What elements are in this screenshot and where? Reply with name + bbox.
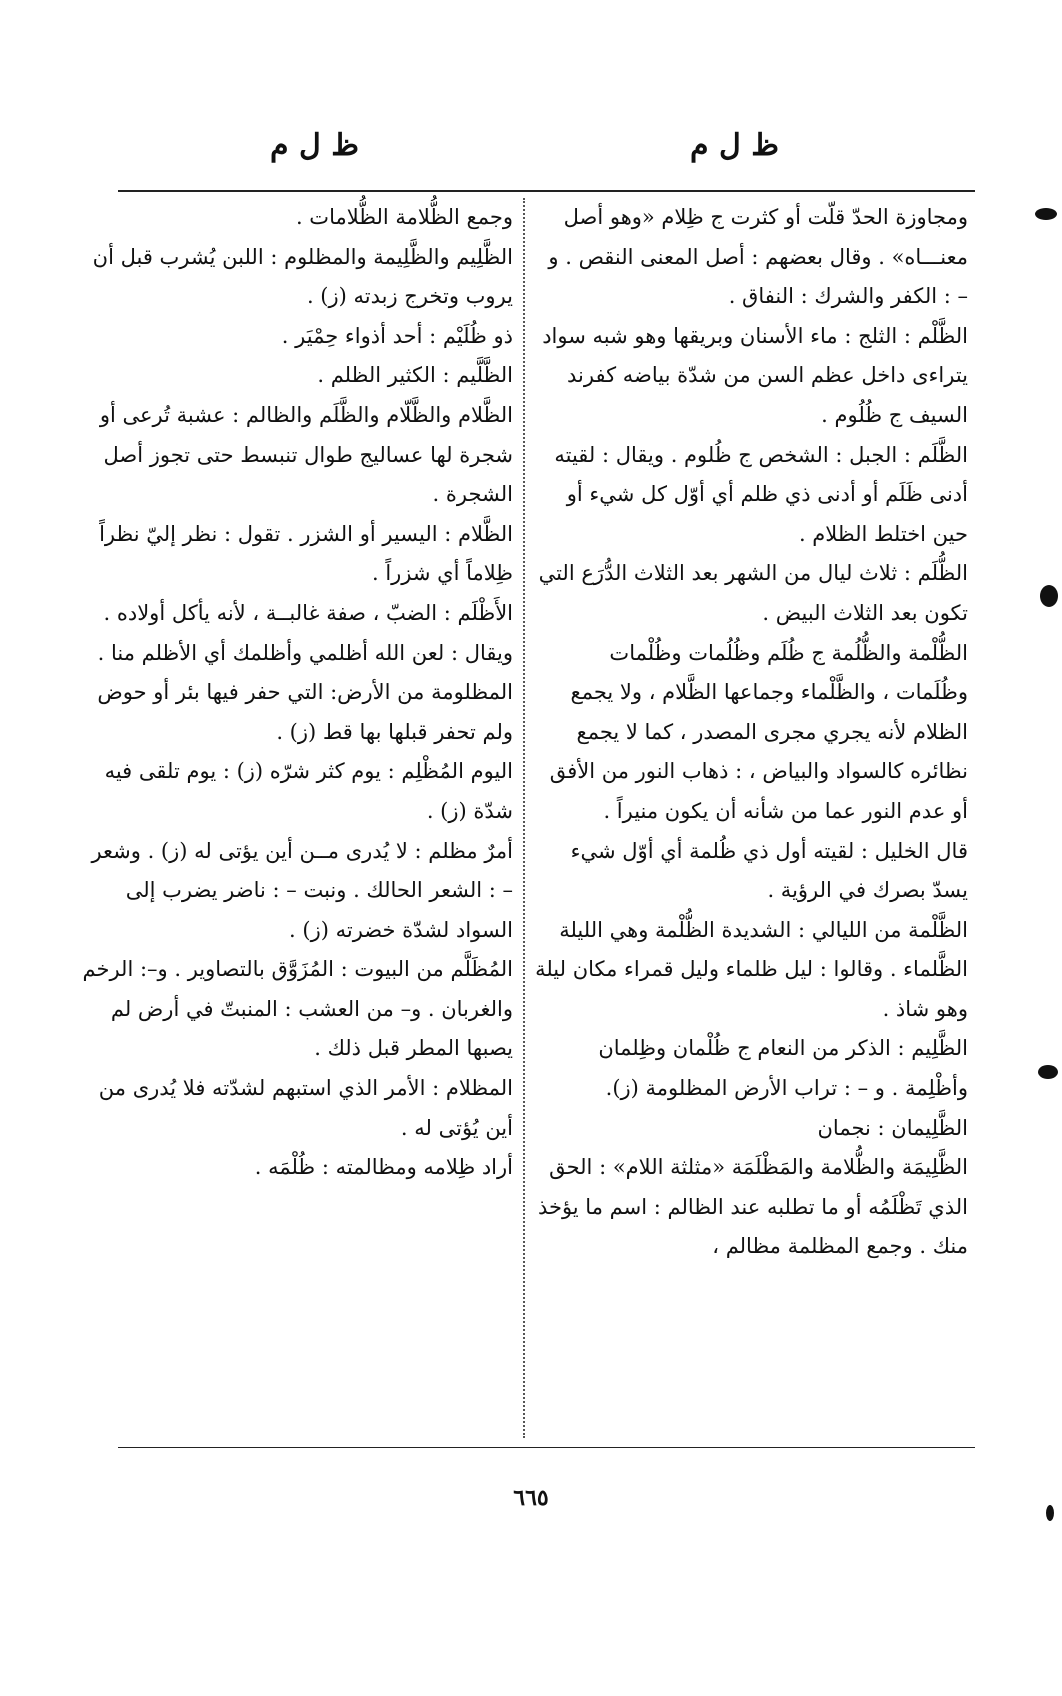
entry: ويقال : لعن الله أظلمي وأظلمك أي الأظلم منا . [97,640,513,665]
entry: الظَّلام والظَّلّام والظَّلَم والظالم : عشبة تُرعى أو شجرة لها عساليج طوال تنبسط حتى تجوز أصل الشجرة . [99,402,513,507]
right-column [535,198,968,1267]
entry: قال الخليل : لقيته أول ذي ظُلمة أي أوّل شيء يسدّ بصرك في الرؤية . [570,838,968,903]
entry: أمرٌ مظلم : لا يُدرى مــن أين يؤتى له (ز) . وشعر – : الشعر الحالك . ونبت – : ناضر يضرب إلى السواد لشدّة خضرته (ز) . [91,838,513,942]
header-root-letters-right: ظ ل م [690,128,780,163]
entry: أراد ظِلامه ومظالمته : ظُلْمَه . [254,1155,513,1180]
entry: الظَّلِيمان : نجمان [817,1115,968,1140]
column-divider [523,198,525,1438]
entry: الأَظْلَم : الضبّ ، صفة غالبــة ، لأنه يأكل أولاده . [103,600,513,625]
entry: ومجاوزة الحدّ قلّت أو كثرت ج ظِلام «وهو أصل معنـــاه» . وقال بعضهم : أصل المعنى النقص . و – : الكفر والشرك : النفاق . [548,205,968,309]
scan-blot-mark [1035,208,1057,220]
entry: المظلام : الأمر الذي استبهم لشدّته فلا يُدرى من أين يُؤتى له . [98,1076,513,1140]
entry: الظَّلْم : الثلج : ماء الأسنان وبريقها وهو شبه سواد يتراءى داخل عظم السن من شدّة بياضه كفرند السيف ج ظُلُوم . [542,323,968,427]
scan-blot-mark [1046,1505,1054,1521]
entry: الظَّلِيمَة والظُّلامة والمَظْلَمَة «مثلثة اللام» : الحق الذي تَظْلَمُه أو ما تطلبه عند الظالم : اسم ما يؤخذ منك . وجمع المظلمة مظالم ، [537,1155,968,1259]
entry: الظَّلْمة من الليالي : الشديدة الظُّلْمة وهي الليلة الظَّلماء . وقالوا : ليل ظلماء وليل قمراء مكان ليلة وهو شاذ . [535,917,968,1021]
entry: اليوم المُظْلِم : يوم كثر شرّه (ز) : يوم تلقى فيه شدّة (ز) . [104,759,513,823]
entry: الظُّلْمة والظُّلُمة ج ظُلَم وظُلُمات وظُلْمات وظُلَمات ، والظَّلْماء وجماعها الظَّلام ، ولا يجمع الظلام لأنه يجري مجرى المصدر ، كما لا يجمع نظائره كالسواد والبياض ، : ذهاب النور من الأفق أو عدم النور عما من شأنه أن يكون منيراً . [549,640,968,823]
entry: الظَّلِيم والظَّلِيمة والمظلوم : اللبن يُشرب قبل أن يروب وتخرج زبدته (ز) . [92,244,513,309]
header-root-letters-left: ظ ل م [270,128,360,163]
page-number: ٦٦٥ [513,1485,549,1511]
entry: المظلومة من الأرض: التي حفر فيها بئر أو حوض ولم تحفر قبلها بها قط (ز) . [97,680,513,744]
entry: وجمع الظُّلامة الظُّلامات . [295,205,513,229]
entry: الظَّلام : اليسير أو الشزر . تقول : نظر إليّ نظراً ظِلاماً أي شزراً . [99,521,513,586]
entry: الظَّلَّيم : الكثير الظلم . [317,363,513,388]
entry: الظَّلَم : الجبل : الشخص ج ظُلوم . ويقال : لقيته أدنى ظَلَم أو أدنى ذي ظلم أي أوّل كل شيء أو حين اختلط الظلام . [554,442,968,546]
entry: الظَّلِيم : الذكر من النعام ج ظُلْمان وظِلمان وأظْلِمة . و – : تراب الأرض المظلومة (ز). [598,1036,968,1101]
scan-blot-mark [1040,585,1058,607]
entry: المُظَلَّم من البيوت : المُزَوَّق بالتصاوير . و–: الرخم والغربان . و– من العشب : المنبتّ في أرض لم يصبها المطر قبل ذلك . [82,957,513,1061]
entry: الظُّلَم : ثلاث ليال من الشهر بعد الثلاث الدُّرَع التي تكون بعد الثلاث البيض . [538,561,968,625]
entry: ذو ظُلَيْم : أحد أذواء حِمْيَر . [281,323,513,348]
bottom-rule [118,1447,975,1448]
top-rule [118,190,975,192]
scan-blot-mark [1038,1065,1058,1079]
left-column [80,198,513,1188]
